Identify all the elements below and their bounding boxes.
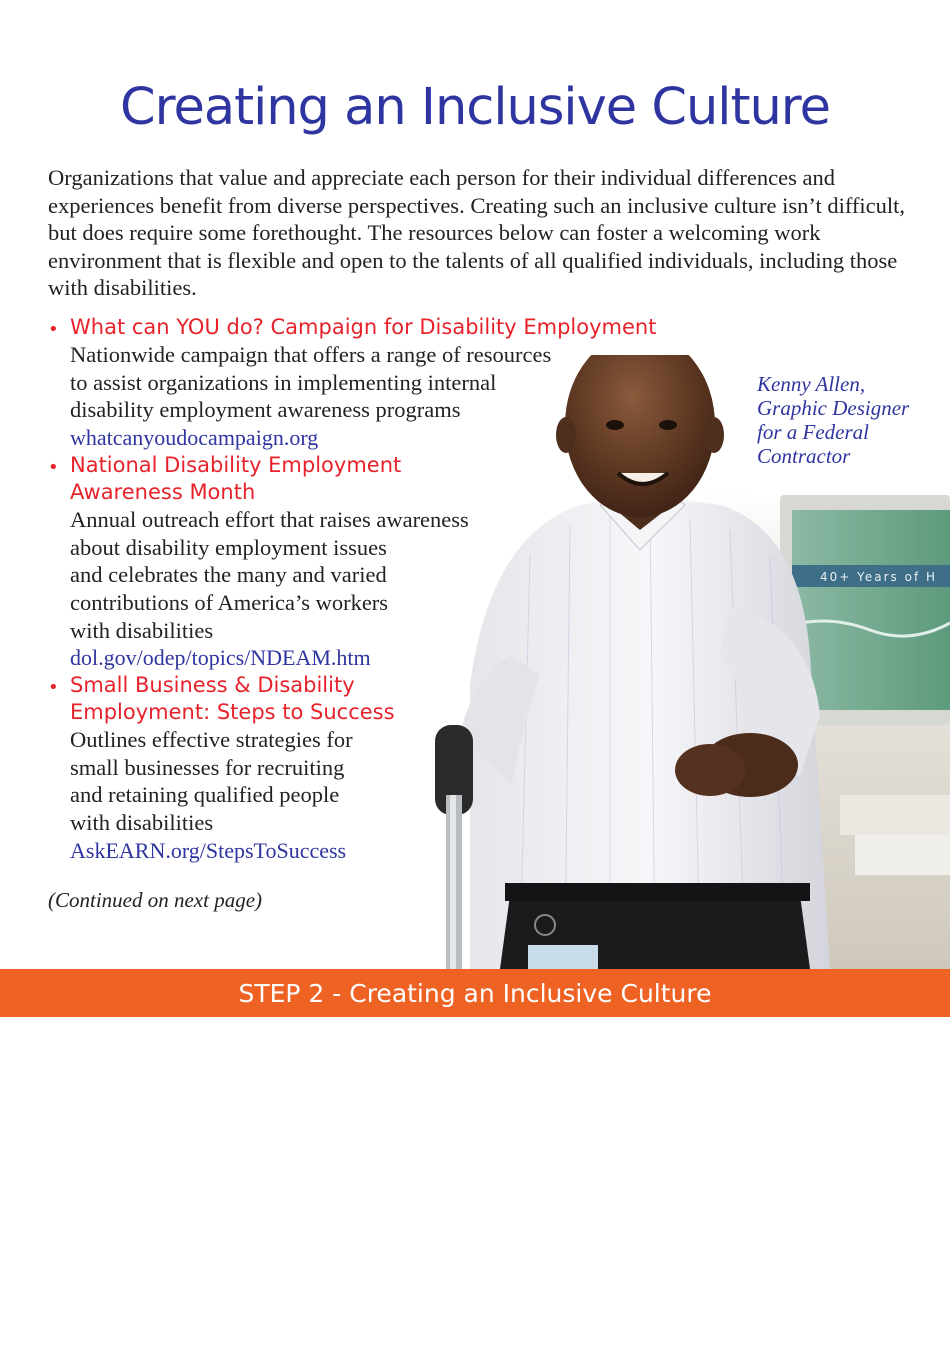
caption-role-3: Contractor xyxy=(757,444,851,468)
bullet-icon: • xyxy=(48,456,59,478)
resource-description: Outlines effective strategies for small businesses for recruiting and retaining qualified people with disabilities xyxy=(70,727,353,836)
resource-title: National Disability Employment Awareness Month xyxy=(70,452,402,504)
caption-role-2: for a Federal xyxy=(757,420,869,444)
resource-link[interactable]: whatcanyoudocampaign.org xyxy=(70,425,319,451)
resource-item-ndeam xyxy=(48,452,748,672)
resource-title: What can YOU do? Campaign for Disability Employment xyxy=(70,315,657,339)
bullet-icon: • xyxy=(48,677,59,699)
page-title: Creating an Inclusive Culture xyxy=(119,78,830,137)
resource-item-campaign xyxy=(48,314,748,452)
photo-caption xyxy=(757,372,937,468)
caption-role-1: Graphic Designer xyxy=(757,396,910,420)
bullet-icon: • xyxy=(48,319,59,340)
intro-paragraph: Organizations that value and appreciate each person for their individual differences and experiences benefit from diverse perspectives. Creating such an inclusive culture isn’t difficult, but does require some forethought. The resources below can foster a welcoming work environment that is flexible and open to the talents of all qualified individuals, including those with disabilities. xyxy=(48,165,906,300)
monitor-text: 40+ Years of H xyxy=(820,570,938,584)
step-banner xyxy=(0,969,950,1017)
resource-title: Small Business & Disability Employment: Steps to Success xyxy=(70,673,395,725)
continued-note: (Continued on next page) xyxy=(48,888,263,912)
resource-description: Annual outreach effort that raises awareness about disability employment issues and celebrates the many and varied contributions of America’s workers with disabilities xyxy=(70,506,469,643)
banner-text: STEP 2 - Creating an Inclusive Culture xyxy=(238,978,712,1008)
resource-link[interactable]: dol.gov/odep/topics/NDEAM.htm xyxy=(70,645,371,671)
resource-list xyxy=(48,314,748,865)
resource-link[interactable]: AskEARN.org/StepsToSuccess xyxy=(70,837,347,863)
caption-name: Kenny Allen, xyxy=(757,372,866,396)
resource-description: Nationwide campaign that offers a range of resources to assist organizations in implementing internal disability employment awareness programs xyxy=(70,342,552,423)
resource-item-small-business xyxy=(48,672,748,865)
